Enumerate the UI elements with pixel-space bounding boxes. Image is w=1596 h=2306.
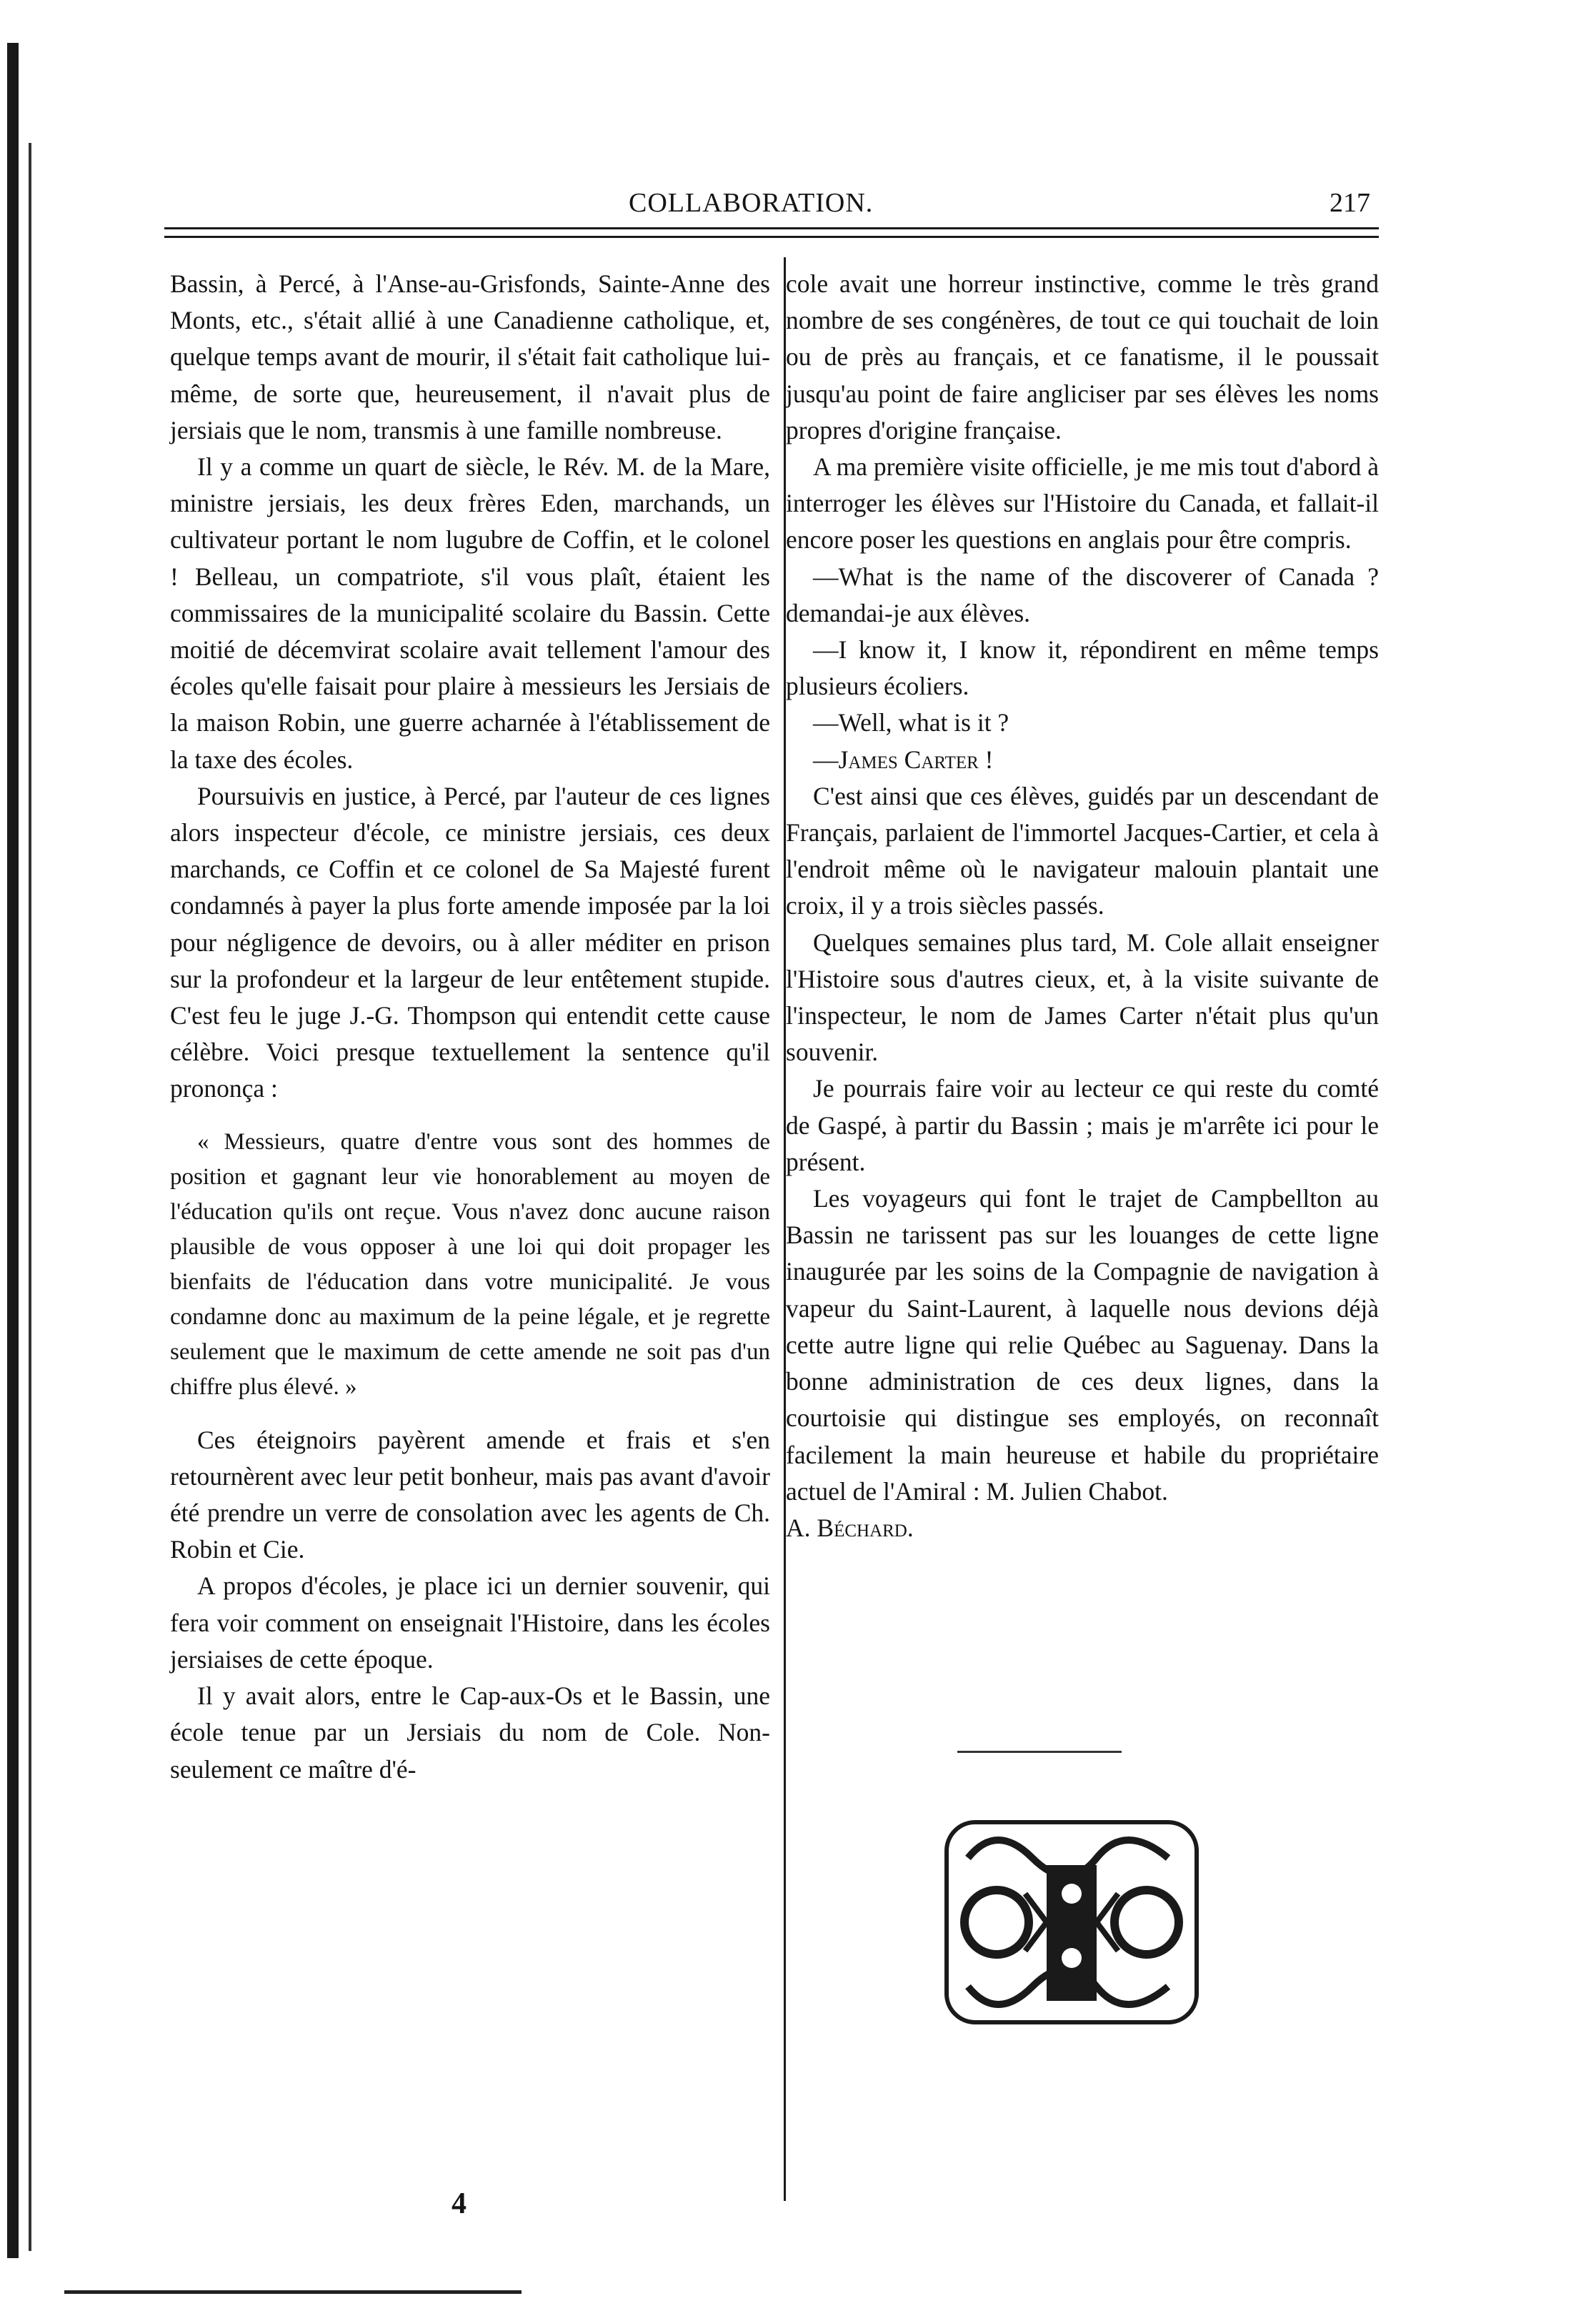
spacer [170,1405,770,1422]
right-paragraph-2: A ma première visite officielle, je me mis tout d'abord à interroger les élèves sur l'Histoire du Canada, et fallait-il encore poser les questions en anglais pour être compris. [786,452,1379,555]
author-signature: A. Béchard. [786,1513,914,1542]
right-paragraph-9: Je pourrais faire voir au lecteur ce qui reste du comté de Gaspé, à partir du Bassin ; mais je m'arrête ici pour le présent. [786,1074,1379,1176]
page-bottom-edge [64,2290,522,2294]
dialogue-question-2: —Well, what is it ? [813,708,1009,737]
page-header [164,187,1379,223]
right-column [786,266,1379,1546]
left-paragraph-4: Ces éteignoirs payèrent amende et frais et s'en retournèrent avec leur petit bonheur, mais pas avant d'avoir été prendre un verre de consolation avec les agents de Ch. Robin et Cie. [170,1425,770,1564]
dialogue-question: —What is the name of the discoverer of Canada ? demandai-je aux élèves. [786,562,1379,627]
binding-shadow [29,143,31,2251]
header-rule [164,227,1379,229]
spacer [170,1108,770,1125]
header-rule-double [164,236,1379,238]
dialogue-answer-2: —James Carter ! [813,745,994,774]
binding-edge [7,43,19,2258]
left-paragraph-3: Poursuivis en justice, à Percé, par l'auteur de ces lignes alors inspecteur d'école, ce ministre jersiais, ces deux marchands, ce Coffin et ce colonel de Sa Majesté furent condamnés à payer la plus forte amende imposée par la loi pour négligence de devoirs, ou à aller méditer en prison sur la profondeur et la largeur de leur entêtement stupide. C'est feu le juge J.-G. Thompson qui entendit cette cause célèbre. Voici presque textuellement la sentence qu'il prononça : [170,781,770,1103]
right-paragraph-1: cole avait une horreur instinctive, comme le très grand nombre de ses congénères, de tout ce qui touchait de loin ou de près au français, et ce fanatisme, il le poussait jusqu'au point de faire angliciser par ses élèves les noms propres d'origine française. [786,269,1379,444]
left-paragraph-1: Bassin, à Percé, à l'Anse-au-Grisfonds, Sainte-Anne des Monts, etc., s'était allié à une Canadienne catholique, et, quelque temps avant de mourir, il s'était fait catholique lui-même, de sorte que, heureusement, il n'avait plus de jersiais que le nom, transmis à une famille nombreuse. [170,269,770,444]
sentence-quotation: « Messieurs, quatre d'entre vous sont des hommes de position et gagnant leur vie honorablement au moyen de l'éducation qu'ils ont reçue. Vous n'avez donc aucune raison plausible de vous opposer à une loi qui doit propager les bienfaits de l'éducation dans votre municipalité. Je vous condamne donc au maximum de la peine légale, et je regrette seulement que le maximum de cette amende ne soit pas d'un chiffre plus élevé. » [170,1128,770,1400]
page-number: 217 [1330,188,1370,218]
right-paragraph-8: Quelques semaines plus tard, M. Cole allait enseigner l'Histoire sous d'autres cieux, et, à la visite suivante de l'inspecteur, le nom de James Carter n'était plus qu'un souvenir. [786,928,1379,1067]
left-paragraph-2: Il y a comme un quart de siècle, le Rév. M. de la Mare, ministre jersiais, les deux frères Eden, marchands, un cultivateur portant le nom lugubre de Coffin, et le colonel ! Belleau, un compatriote, s'il vous plaît, étaient les commissaires de la municipalité scolaire du Bassin. Cette moitié de décemvirat scolaire avait tellement l'amour des écoles qu'elle faisait pour plaire à messieurs les Jersiais de la maison Robin, une guerre acharnée à l'établissement de la taxe des écoles. [170,452,770,774]
right-paragraph-10: Les voyageurs qui font le trajet de Campbellton au Bassin ne tarissent pas sur les louanges de cette ligne inaugurée par les soins de la Compagnie de navigation à vapeur du Saint-Laurent, à laquelle nous devions déjà cette autre ligne qui relie Québec au Saguenay. Dans la bonne administration de ces deux lignes, dans la courtoisie qui distingue ses employés, on reconnaît facilement la main heureuse et habile du propriétaire actuel de l'Amiral : M. Julien Chabot. [786,1184,1379,1506]
decorative-vignette-icon [939,1815,1204,2029]
signature-mark: 4 [452,2187,467,2220]
right-paragraph-7: C'est ainsi que ces élèves, guidés par un descendant de Français, parlaient de l'immortel Jacques-Cartier, et cela à l'endroit même où le navigateur malouin plantait une croix, il y a trois siècles passés. [786,781,1379,920]
dialogue-answer-1: —I know it, I know it, répondirent en même temps plusieurs écoliers. [786,635,1379,701]
closing-rule [957,1751,1122,1753]
running-head: COLLABORATION. [629,188,874,218]
left-column [170,266,770,1788]
left-paragraph-5: A propos d'écoles, je place ici un dernier souvenir, qui fera voir comment on enseignait l'Histoire, dans les écoles jersiaises de cette époque. [170,1571,770,1674]
left-paragraph-6: Il y avait alors, entre le Cap-aux-Os et le Bassin, une école tenue par un Jersiais du nom de Cole. Non-seulement ce maître d'é- [170,1681,770,1784]
